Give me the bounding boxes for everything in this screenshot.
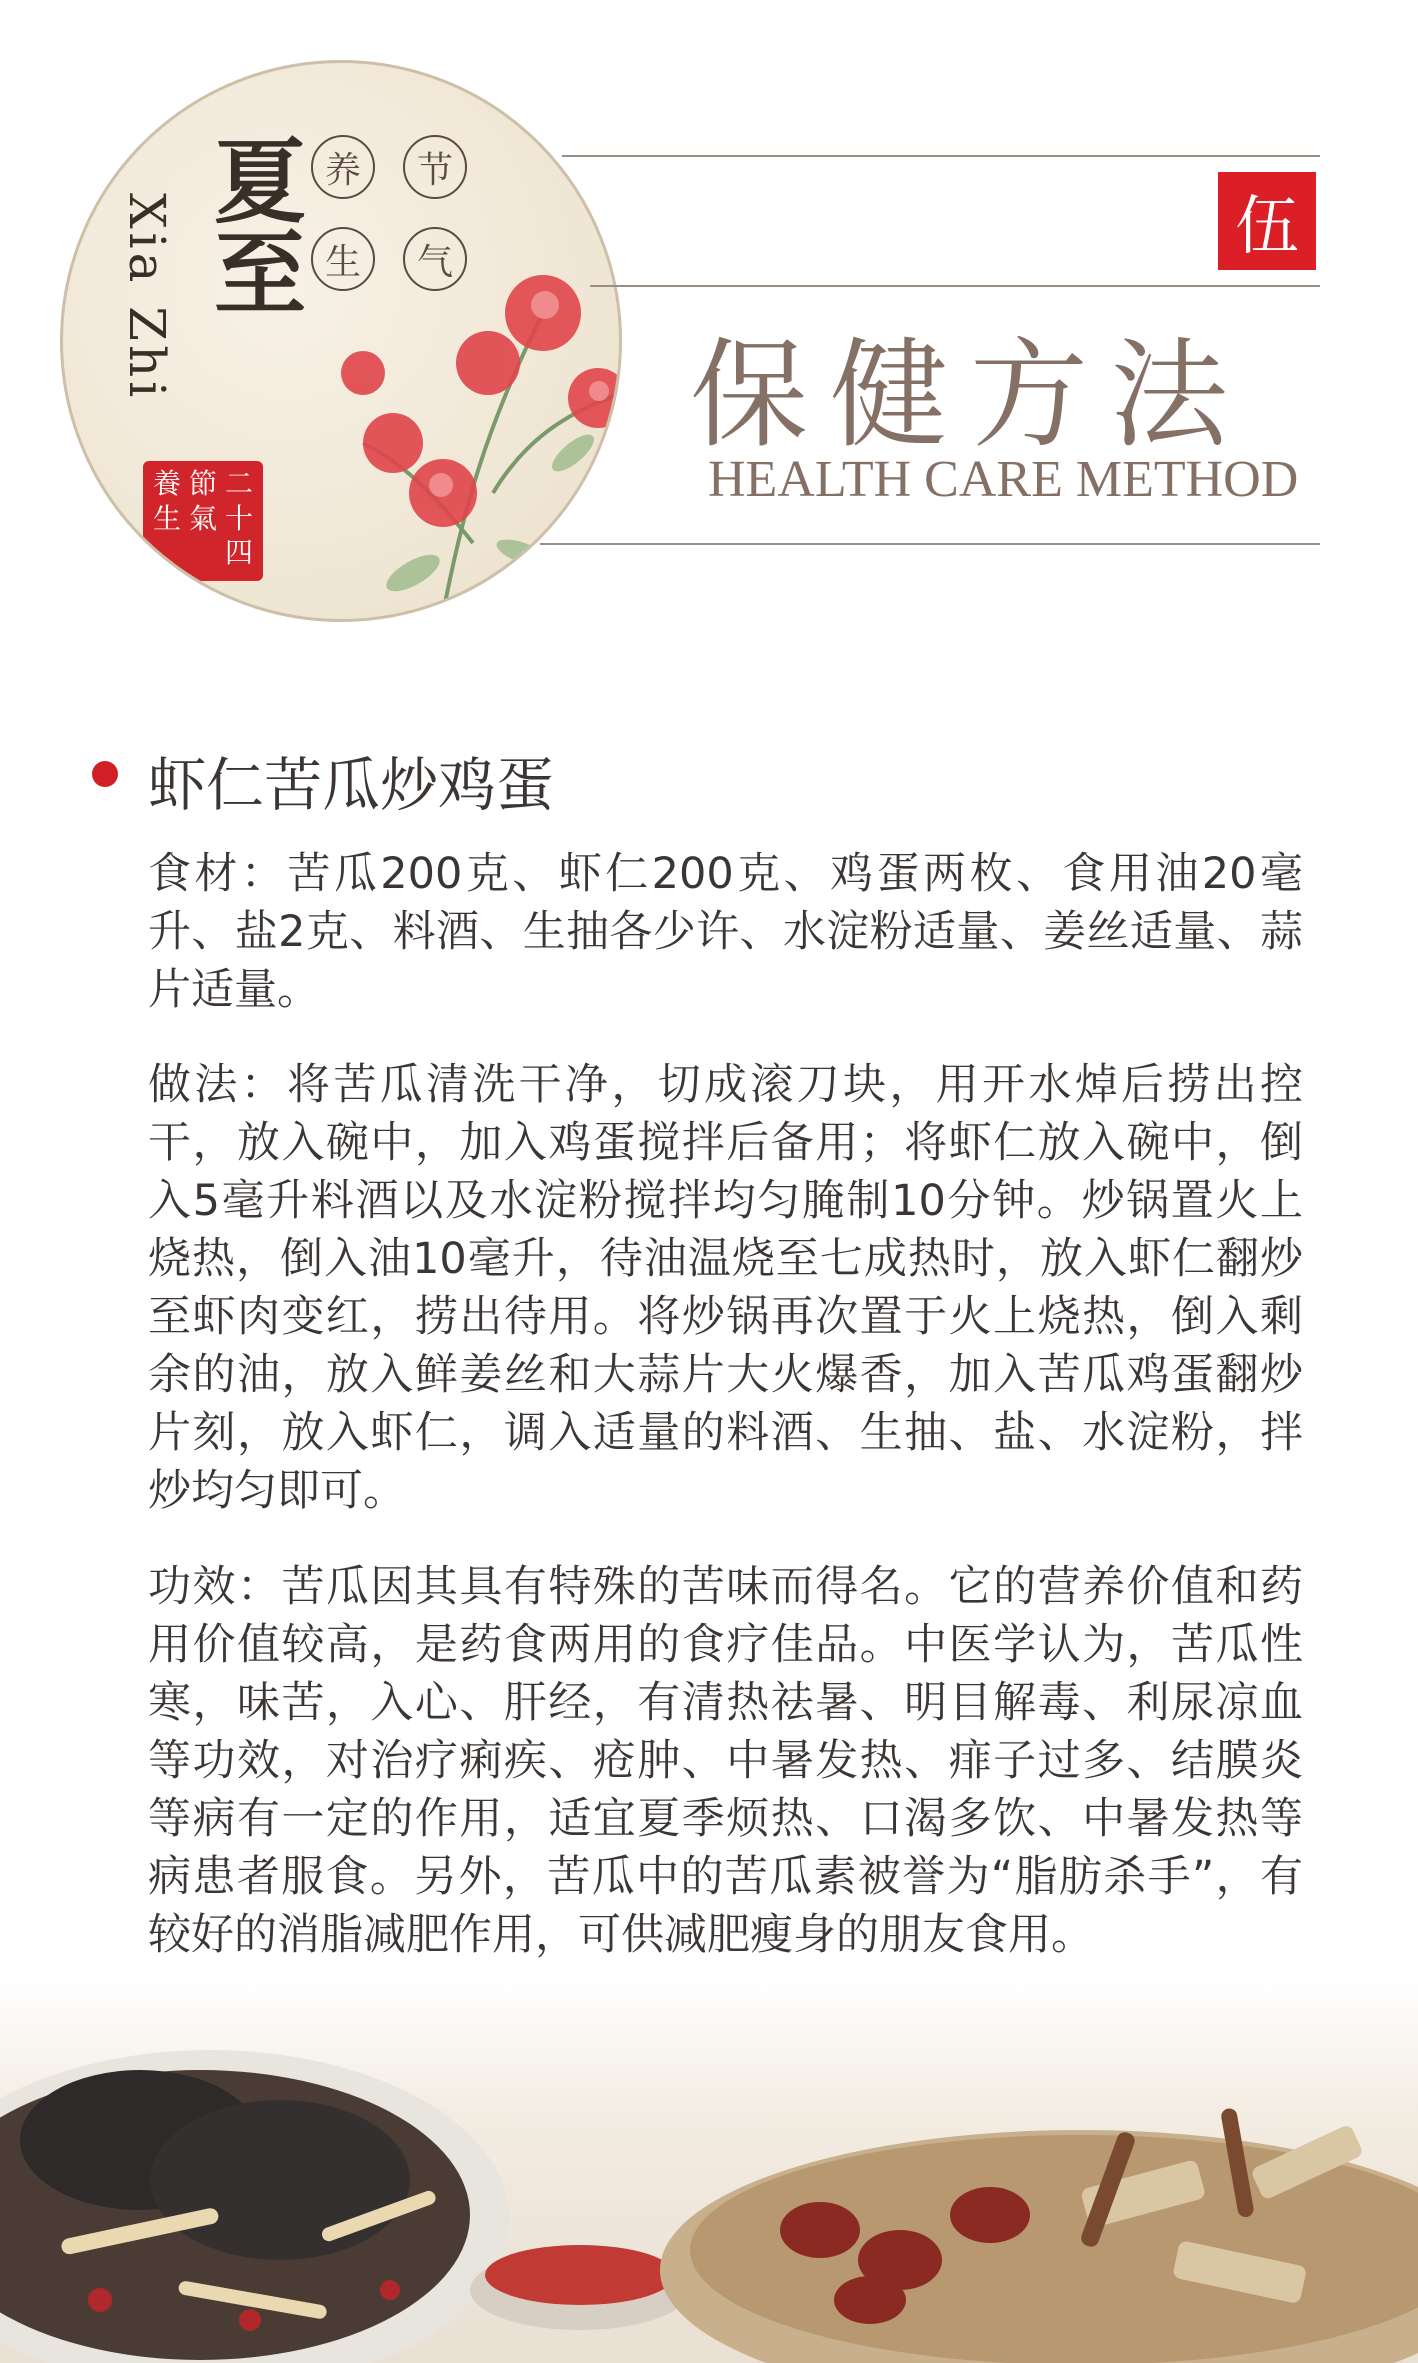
season-name: 夏至	[199, 133, 307, 317]
section-subtitle: HEALTH CARE METHOD	[708, 451, 1299, 508]
header-divider-bottom	[540, 543, 1320, 545]
herbal-food-illustration	[0, 1990, 1418, 2363]
bullet-dot	[92, 761, 118, 787]
small-char-qi: 气	[403, 227, 467, 291]
header-divider-middle	[590, 285, 1320, 287]
small-char-jie: 节	[403, 135, 467, 199]
header-divider-top	[562, 155, 1320, 157]
recipe-method: 做法：将苦瓜清洗干净，切成滚刀块，用开水焯后捞出控干，放入碗中，加入鸡蛋搅拌后备用；将虾仁放入碗中，倒入5毫升料酒以及水淀粉搅拌均匀腌制10分钟。炒锅置火上烧热，倒入油10毫升，待油温烧至七成热时，放入虾仁翻炒至虾肉变红，捞出待用。将炒锅再次置于火上烧热，倒入剩余的油，放入鲜姜丝和大蒜片大火爆香，加入苦瓜鸡蛋翻炒片刻，放入虾仁，调入适量的料酒、生抽、盐、水淀粉，拌炒均匀即可。	[148, 1060, 1303, 1516]
red-flowers-illustration	[323, 193, 622, 622]
section-title: 保健方法	[690, 326, 1251, 464]
recipe-ingredients: 食材：苦瓜200克、虾仁200克、鸡蛋两枚、食用油20毫升、盐2克、料酒、生抽各少许、水淀粉适量、姜丝适量、蒜片适量。	[148, 849, 1303, 1015]
red-seal-stamp: 養 節 二 生 氣 十 四	[143, 461, 263, 581]
chapter-number-badge: 伍	[1218, 172, 1316, 270]
recipe-title: 虾仁苦瓜炒鸡蛋	[148, 751, 555, 819]
season-pinyin: Xia Zhi	[118, 193, 176, 402]
small-char-sheng: 生	[311, 227, 375, 291]
season-badge	[60, 60, 622, 622]
small-char-yang: 养	[311, 135, 375, 199]
recipe-effect: 功效：苦瓜因其具有特殊的苦味而得名。它的营养价值和药用价值较高，是药食两用的食疗佳品。中医学认为，苦瓜性寒，味苦，入心、肝经，有清热祛暑、明目解毒、利尿凉血等功效，对治疗痢疾、疮肿、中暑发热、痱子过多、结膜炎等病有一定的作用，适宜夏季烦热、口渴多饮、中暑发热等病患者服食。另外，苦瓜中的苦瓜素被誉为“脂肪杀手”，有较好的消脂减肥作用，可供减肥瘦身的朋友食用。	[148, 1562, 1303, 1960]
